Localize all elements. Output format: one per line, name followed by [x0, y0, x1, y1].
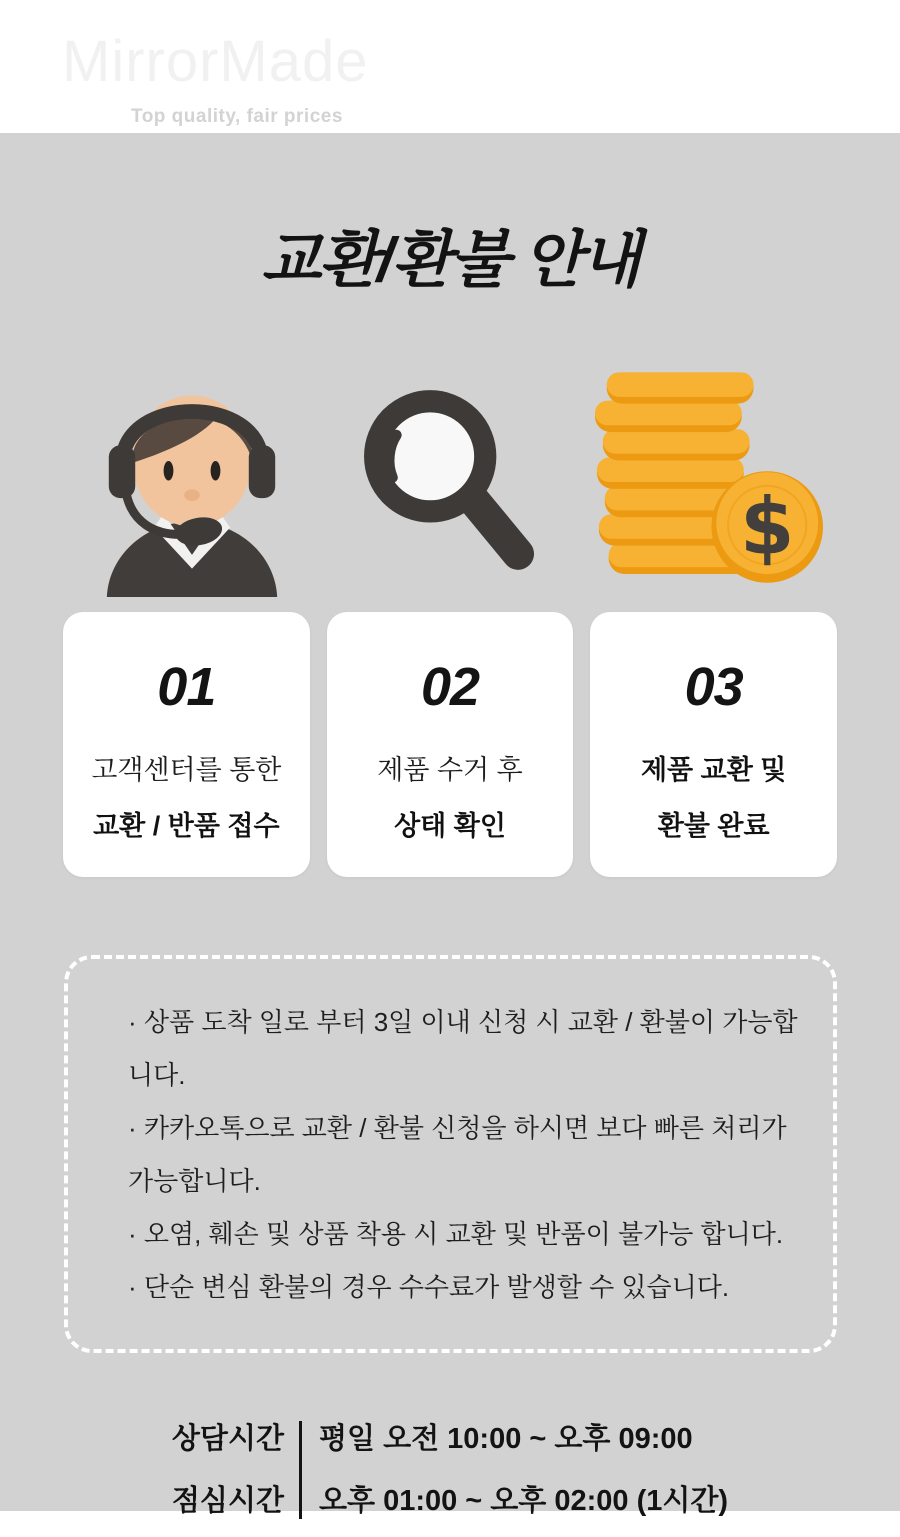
step-card-1	[63, 612, 310, 877]
step-1-icon-cell	[63, 363, 321, 604]
step-number: 02	[420, 657, 480, 717]
hours-row-value: 오후 01:00 ~ 오후 02:00 (1시간)	[318, 1485, 729, 1517]
hours-divider-line	[299, 1421, 302, 1519]
svg-text:$: $	[739, 481, 795, 573]
brand-logo: MirrorMade	[62, 29, 369, 94]
hours-section	[0, 1419, 900, 1521]
step-2-icon-cell	[321, 363, 579, 604]
hours-labels-column	[172, 1419, 284, 1521]
step-number: 03	[684, 657, 743, 717]
hours-row-value: 평일 오전 10:00 ~ 오후 09:00	[318, 1423, 693, 1455]
policy-note: · 상품 도착 일로 부터 3일 이내 신청 시 교환 / 환불이 가능합니다.	[128, 1007, 798, 1090]
magnifier-icon	[351, 380, 549, 580]
step-card-3	[590, 612, 837, 877]
hours-table	[172, 1419, 728, 1521]
hours-values-column	[319, 1419, 728, 1521]
header-band	[0, 0, 900, 133]
step-description-line2: 교환 / 반품 접수	[93, 811, 280, 841]
policy-note: · 카카오톡으로 교환 / 환불 신청을 하시면 보다 빠른 처리가 가능합니다.	[128, 1113, 787, 1196]
customer-service-agent-icon	[99, 366, 285, 598]
step-description-line1: 제품 수거 후	[377, 755, 523, 785]
policy-notes-box	[64, 955, 837, 1353]
coins-dollar-icon	[593, 372, 823, 590]
policy-note: · 단순 변심 환불의 경우 수수료가 발생할 수 있습니다.	[128, 1272, 730, 1302]
step-number: 01	[157, 657, 216, 717]
step-description-line2: 환불 완료	[657, 811, 770, 841]
hours-row-label: 상담시간	[171, 1423, 284, 1455]
main-section	[0, 133, 900, 1517]
dollar-coin	[711, 471, 823, 583]
step-description-line2: 상태 확인	[394, 811, 506, 841]
step-description-line1: 제품 교환 및	[640, 755, 787, 785]
step-description-line1: 고객센터를 통한	[91, 755, 282, 785]
policy-note: · 오염, 훼손 및 상품 착용 시 교환 및 반품이 불가능 합니다.	[128, 1219, 784, 1249]
step-3-icon-cell	[579, 363, 837, 604]
brand-tagline: Top quality, fair prices	[131, 106, 343, 127]
hours-row-label: 점심시간	[171, 1485, 284, 1517]
step-icons-row	[0, 363, 900, 604]
step-cards-row	[0, 612, 900, 877]
step-card-2	[327, 612, 574, 877]
page-title: 교환/환불 안내	[261, 226, 639, 295]
